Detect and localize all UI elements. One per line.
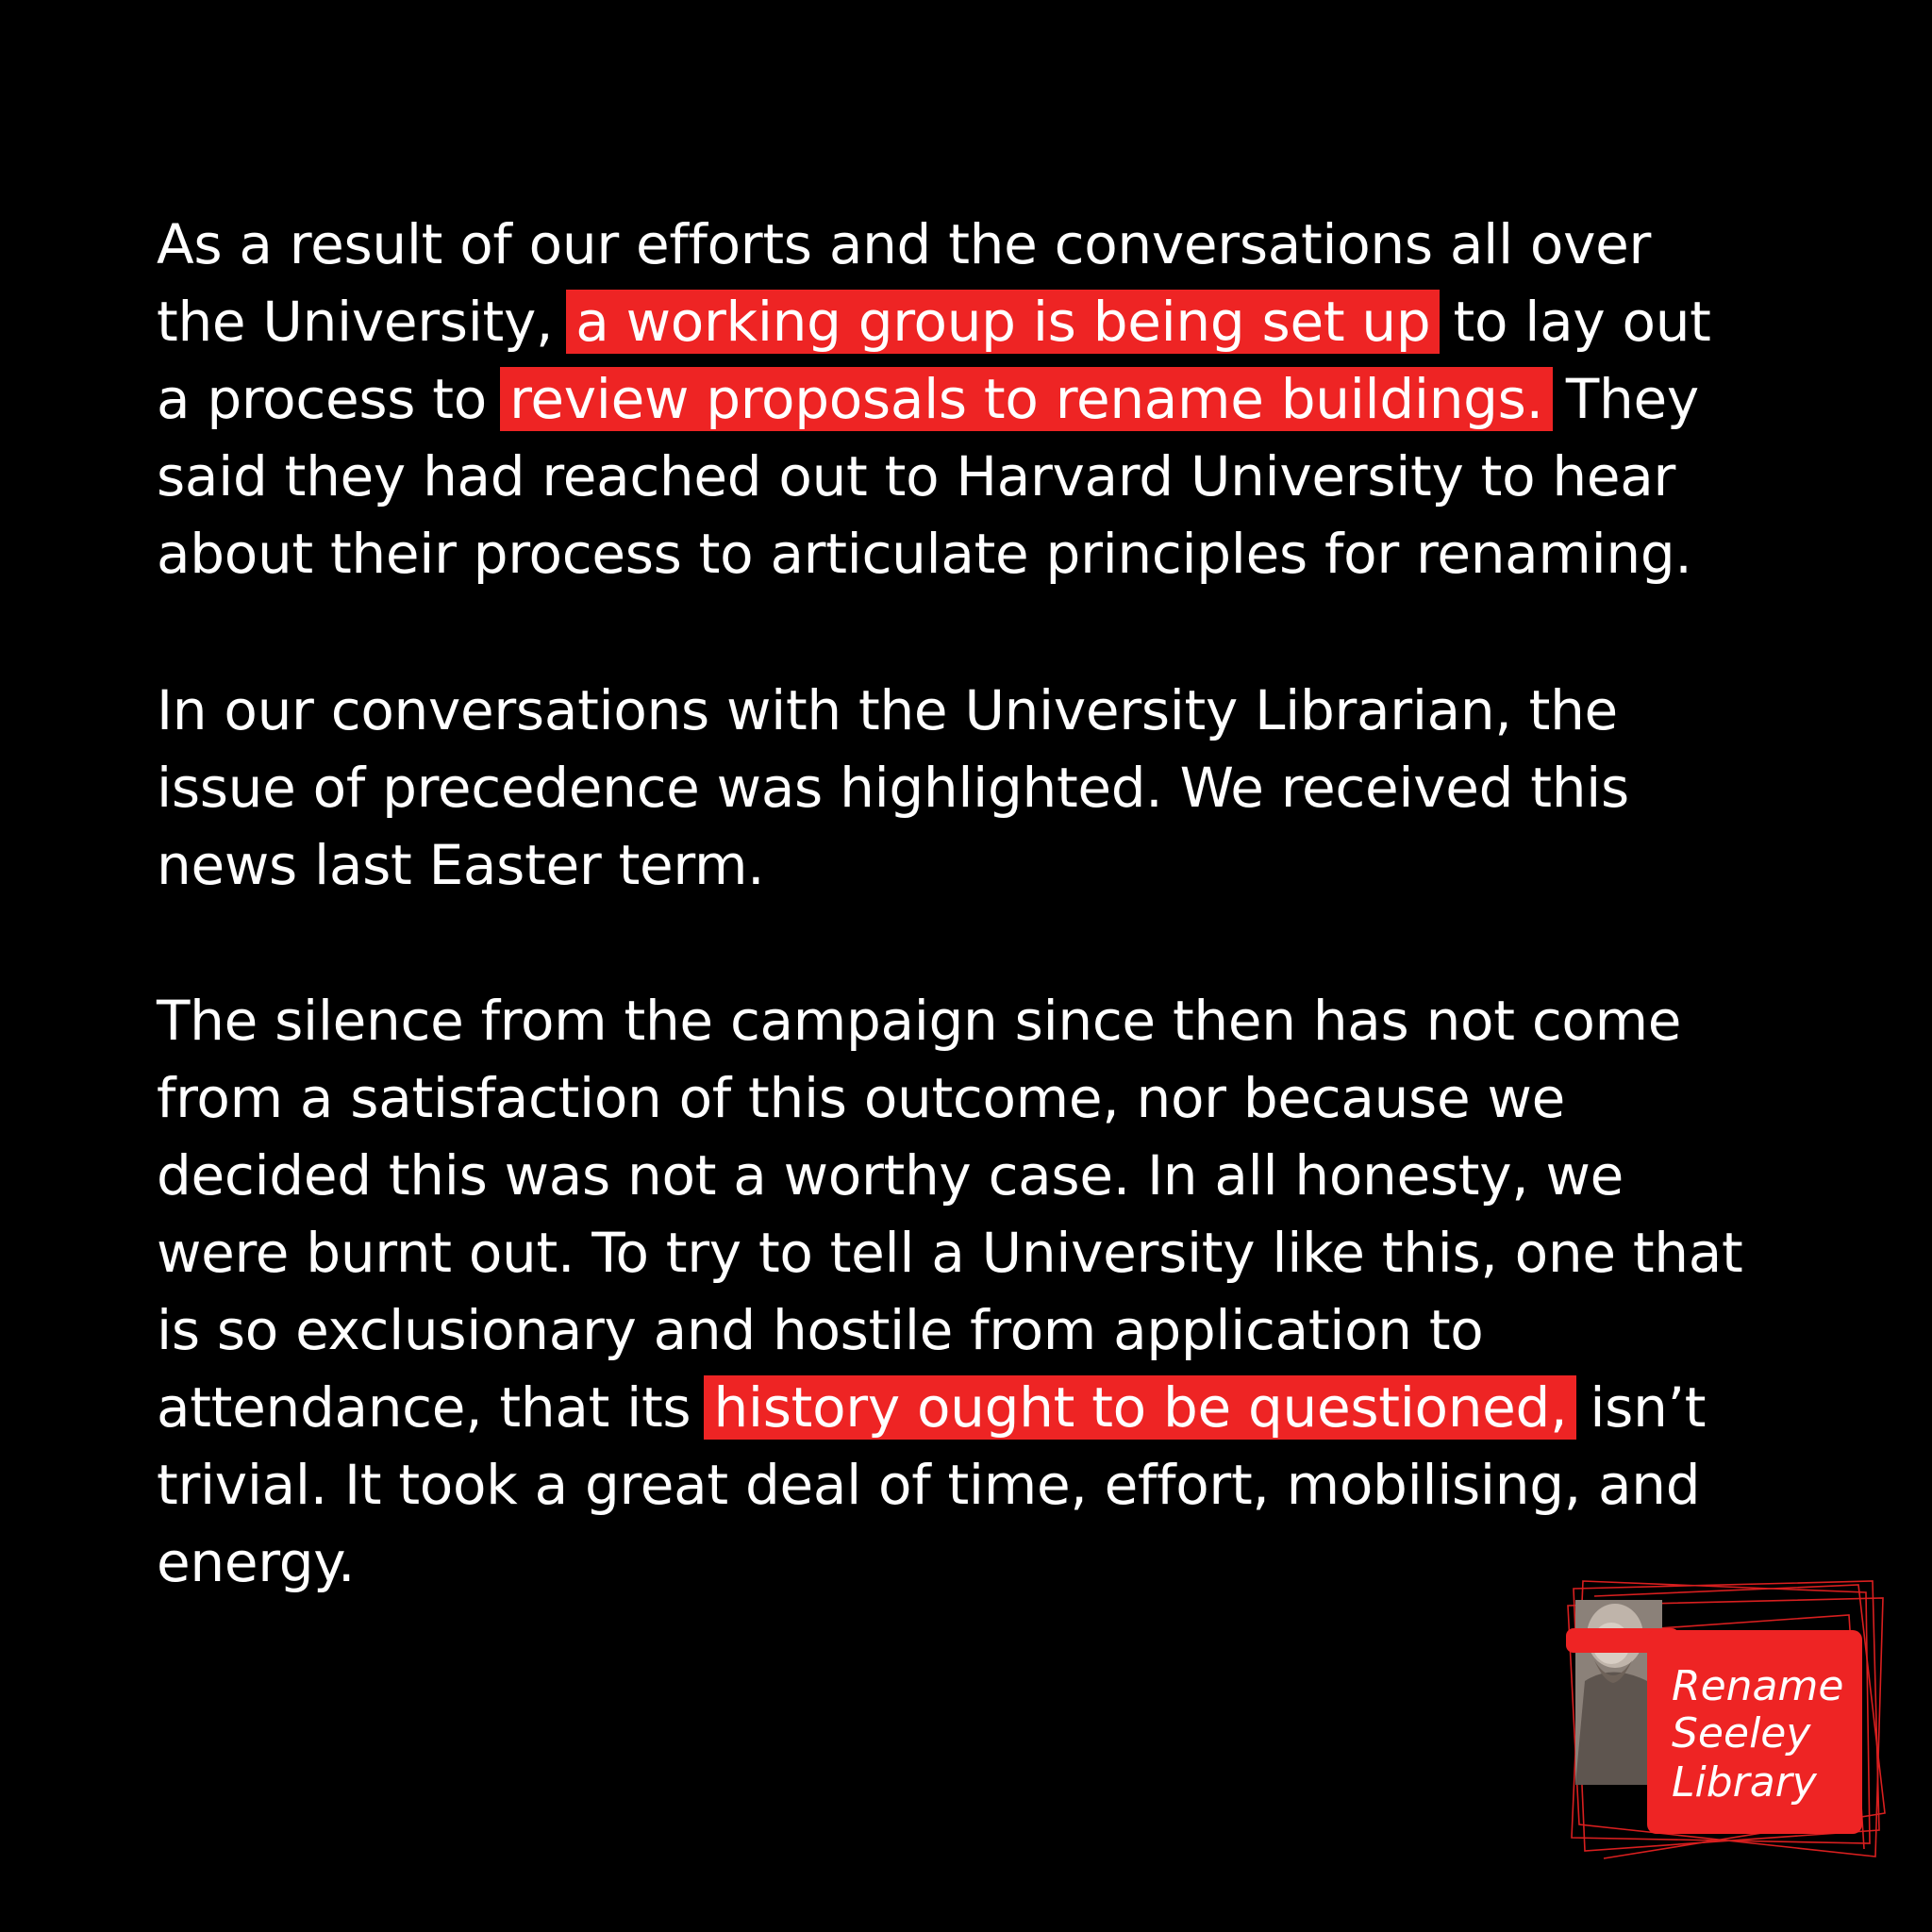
- line-text: attendance, that its: [157, 1375, 691, 1440]
- paragraph-3: [157, 982, 1855, 1601]
- paragraph-3-line-7: trivial. It took a great deal of time, effort, mobilising, and: [157, 1453, 1701, 1517]
- paragraph-2-line-3: news last Easter term.: [157, 833, 765, 897]
- paragraph-1: [157, 206, 1855, 592]
- paragraph-3-line-8: energy.: [157, 1530, 356, 1594]
- paragraph-1-line-2: [157, 283, 1855, 360]
- paragraph-2-line-2: issue of precedence was highlighted. We received this: [157, 756, 1629, 820]
- logo-text-seeley: Seeley: [1672, 1709, 1811, 1757]
- highlight-history-questioned: history ought to be questioned,: [704, 1375, 1576, 1440]
- line-text: a process to: [157, 367, 487, 431]
- paragraph-1-line-4: said they had reached out to Harvard University to hear: [157, 444, 1676, 508]
- line-text: They: [1565, 367, 1699, 431]
- paragraph-3-line-4: were burnt out. To try to tell a University like this, one that: [157, 1221, 1743, 1285]
- paragraph-3-line-6: [157, 1369, 1855, 1446]
- line-text: the University,: [157, 290, 554, 354]
- highlight-review-proposals: review proposals to rename buildings.: [500, 367, 1553, 431]
- paragraph-2: [157, 672, 1855, 904]
- paragraph-3-line-1: The silence from the campaign since then has not come: [157, 989, 1682, 1053]
- paragraph-3-line-2: from a satisfaction of this outcome, nor because we: [157, 1066, 1566, 1130]
- logo-graphic: [1566, 1577, 1887, 1860]
- line-text: to lay out: [1453, 290, 1711, 354]
- paragraph-1-line-5: about their process to articulate principles for renaming.: [157, 522, 1692, 586]
- logo-text-library: Library: [1672, 1758, 1817, 1807]
- rename-seeley-library-logo: [1566, 1577, 1887, 1860]
- logo-text-rename: Rename: [1672, 1662, 1844, 1710]
- line-text: isn’t: [1590, 1375, 1707, 1440]
- highlight-working-group: a working group is being set up: [566, 290, 1440, 354]
- paragraph-1-line-1: As a result of our efforts and the conversations all over: [157, 212, 1652, 276]
- paragraph-2-line-1: In our conversations with the University Librarian, the: [157, 678, 1618, 742]
- paragraph-1-line-3: [157, 360, 1855, 438]
- paragraph-3-line-5: is so exclusionary and hostile from application to: [157, 1298, 1484, 1362]
- paragraph-3-line-3: decided this was not a worthy case. In all honesty, we: [157, 1143, 1624, 1208]
